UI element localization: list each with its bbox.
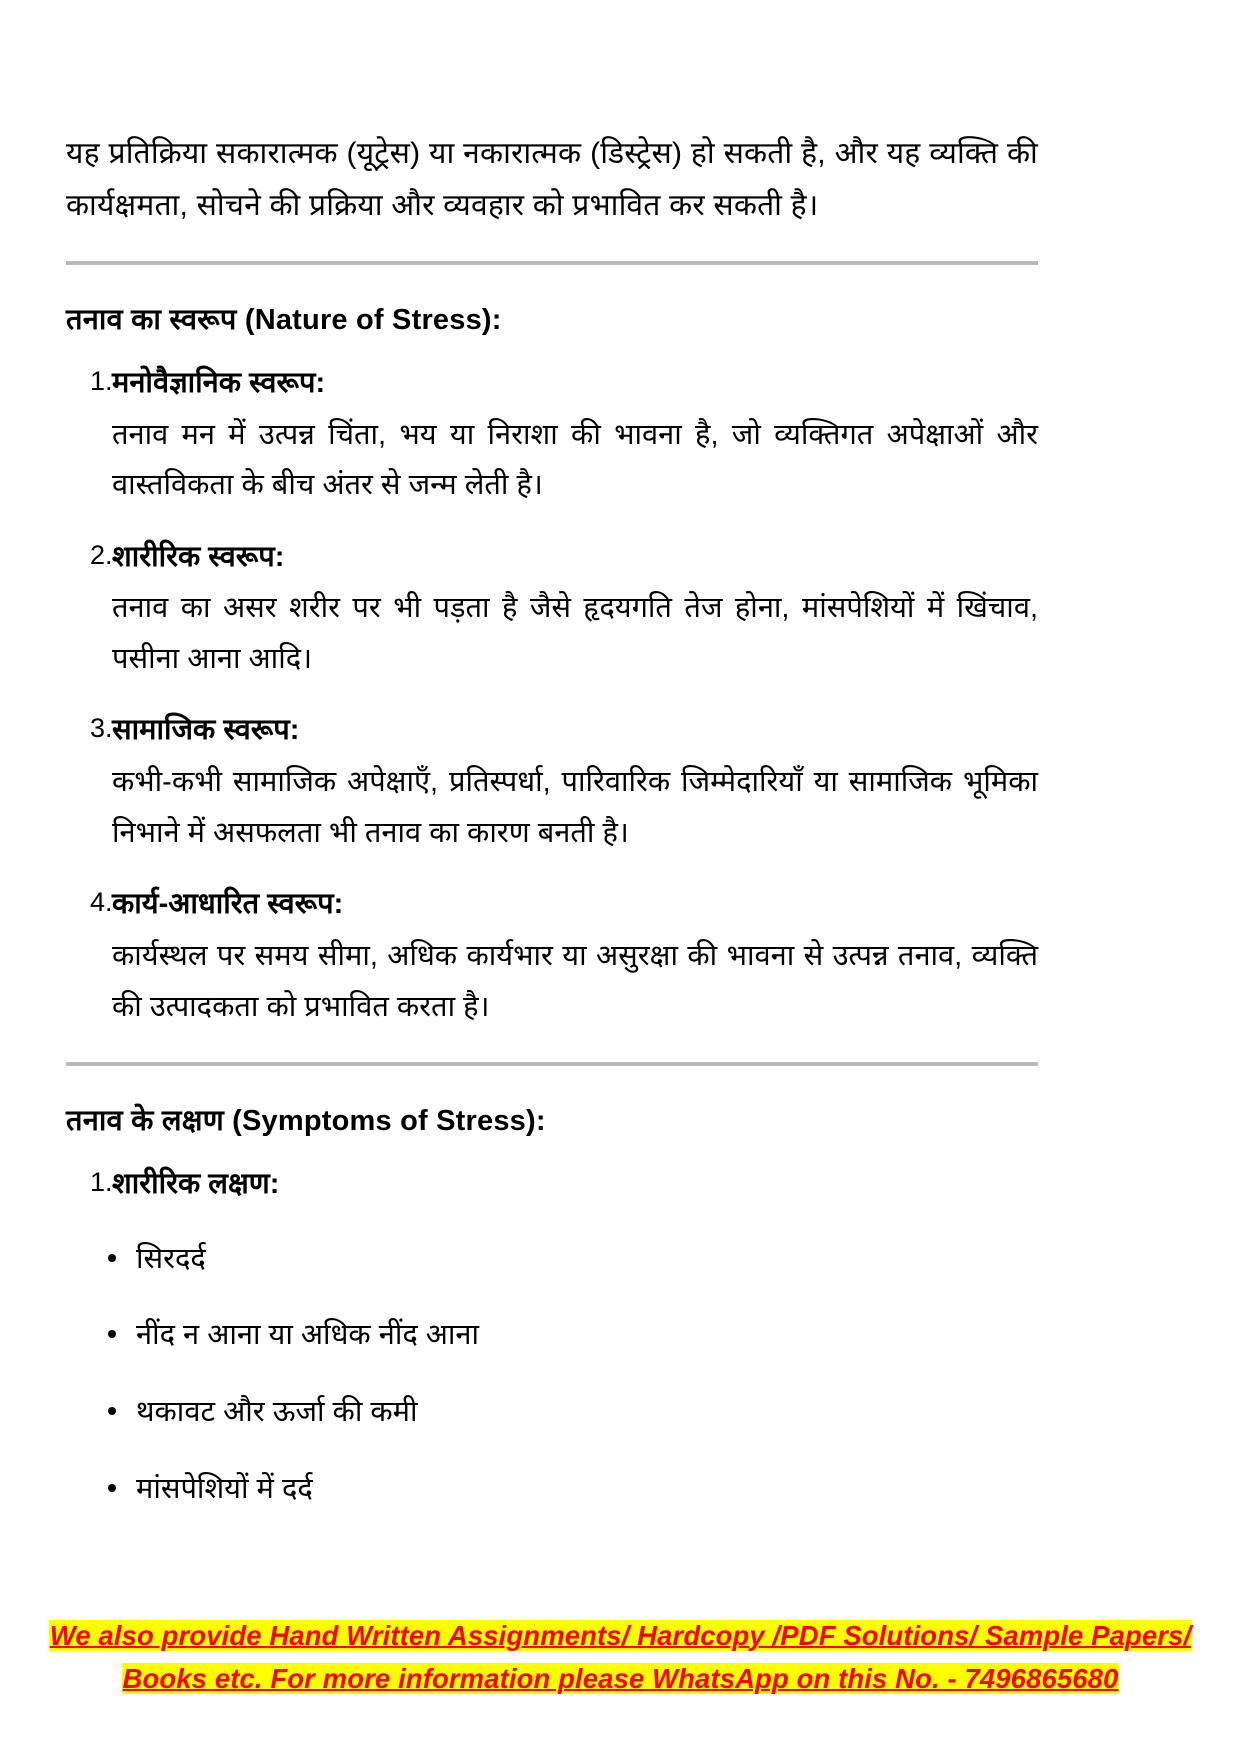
document-content	[66, 128, 1038, 1544]
section-heading-nature-of-stress	[66, 299, 1038, 343]
section-divider-1	[66, 261, 1038, 265]
list-item-label: मांसपेशियों में दर्द	[136, 1473, 313, 1506]
section-heading-hindi: तनाव के लक्षण	[66, 1105, 224, 1138]
list-item-label: नींद न आना या अधिक नींद आना	[136, 1319, 480, 1352]
list-item-number: 2.	[90, 539, 113, 570]
footer-text-1: We also provide Hand Written Assignments/ Hardcopy /PDF Solutions/ Sample Papers/	[49, 1619, 1192, 1651]
section-heading-english: (Nature of Stress):	[244, 304, 502, 337]
section-heading-symptoms-of-stress	[66, 1100, 1038, 1144]
list-item-title: सामाजिक स्वरूप:	[112, 714, 300, 747]
intro-paragraph: यह प्रतिक्रिया सकारात्मक (यूट्रेस) या नकारात्मक (डिस्ट्रेस) हो सकती है, और यह व्यक्ति की कार्यक्षमता, सोचने की प्रक्रिया और व्यवहार को प्रभावित कर सकती है।	[66, 137, 1038, 222]
symptoms-first-item	[66, 1162, 1038, 1207]
list-item-body: तनाव मन में उत्पन्न चिंता, भय या निराशा की भावना है, जो व्यक्तिगत अपेक्षाओं और वास्तविकता के बीच अंतर से जन्म लेती है।	[112, 418, 1038, 502]
list-item	[66, 882, 1038, 1032]
bullet-icon	[108, 1254, 116, 1262]
section-heading-english: (Symptoms of Stress):	[232, 1105, 546, 1138]
footer-line-2	[0, 1659, 1241, 1698]
bullet-icon	[108, 1484, 116, 1492]
bullet-icon	[108, 1330, 116, 1338]
list-item-title: कार्य-आधारित स्वरूप:	[112, 888, 344, 921]
section-heading-hindi: तनाव का स्वरूप	[66, 304, 237, 337]
list-item	[66, 361, 1038, 511]
list-item	[66, 1390, 1038, 1435]
list-item-body: कार्यस्थल पर समय सीमा, अधिक कार्यभार या असुरक्षा की भावना से उत्पन्न तनाव, व्यक्ति की उत्पादकता को प्रभावित करता है।	[112, 940, 1038, 1023]
nature-of-stress-list	[66, 361, 1038, 1032]
list-item-title: मनोवैज्ञानिक स्वरूप:	[112, 366, 326, 399]
footer-line-1	[0, 1616, 1241, 1655]
list-item	[66, 1237, 1038, 1282]
list-item-title: शारीरिक स्वरूप:	[112, 540, 285, 573]
list-item-number: 3.	[90, 713, 113, 744]
list-item-number: 1.	[90, 1166, 113, 1197]
list-item-title: शारीरिक लक्षण:	[112, 1167, 280, 1200]
list-item-label: सिरदर्द	[136, 1242, 206, 1275]
list-item-number: 4.	[90, 887, 113, 918]
physical-symptoms-bullets	[66, 1237, 1038, 1513]
list-item	[66, 1313, 1038, 1358]
list-item	[66, 535, 1038, 685]
list-item	[66, 708, 1038, 858]
section-divider-2	[66, 1062, 1038, 1066]
list-item	[66, 1467, 1038, 1512]
promotional-footer	[0, 1616, 1241, 1702]
footer-text-2: Books etc. For more information please WhatsApp on this No. - 7496865680	[122, 1662, 1119, 1694]
list-item-label: थकावट और ऊर्जा की कमी	[136, 1396, 418, 1429]
bullet-icon	[108, 1407, 116, 1415]
list-item-number: 1.	[90, 365, 113, 396]
list-item-body: कभी-कभी सामाजिक अपेक्षाएँ, प्रतिस्पर्धा, पारिवारिक जिम्मेदारियाँ या सामाजिक भूमिका निभाने में असफलता भी तनाव का कारण बनती है।	[112, 766, 1038, 849]
list-item-body: तनाव का असर शरीर पर भी पड़ता है जैसे हृदयगति तेज होना, मांसपेशियों में खिंचाव, पसीना आना आदि।	[112, 592, 1038, 675]
